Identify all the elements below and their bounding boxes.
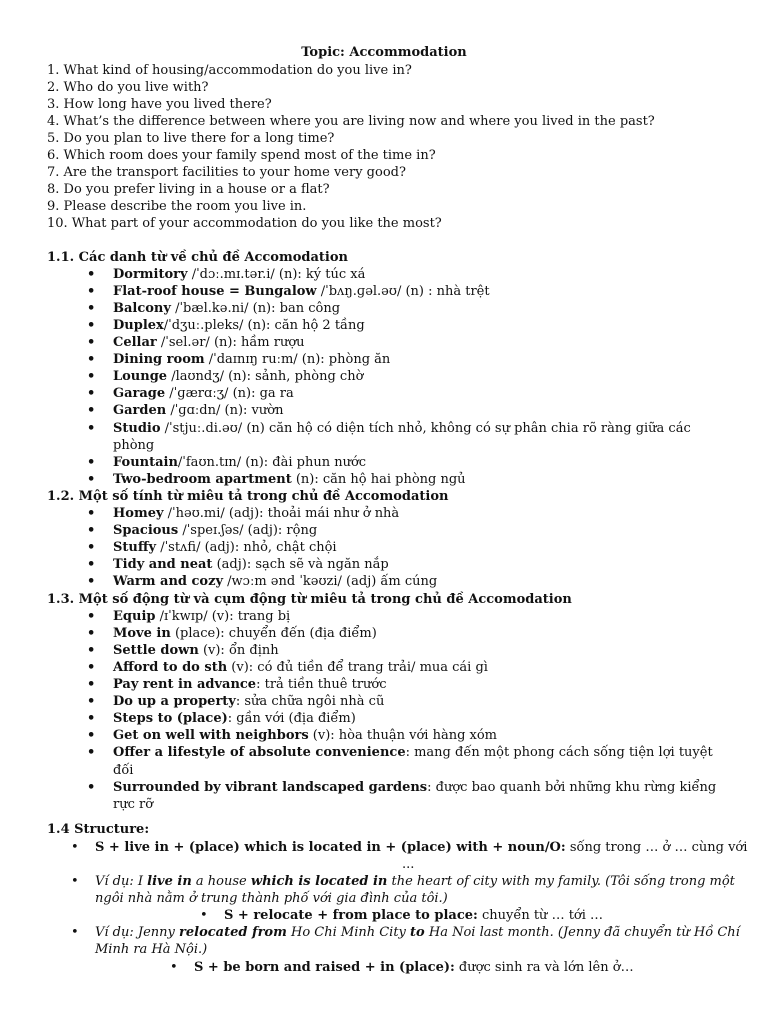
vocab-item-continuation: phòng xyxy=(113,438,155,453)
section-heading-nouns: 1.1. Các danh từ về chủ đề Accomodation xyxy=(47,250,348,265)
section-heading-structure: 1.4 Structure: xyxy=(47,822,150,837)
structure-pattern-continuation: ... xyxy=(402,857,415,872)
document-page: Topic: Accommodation 1. What kind of housing/accommodation do you live in? 2. Who do you live with? 3. How long have you lived there? 4. What’s the difference between where you are living now and where you lived in the past? 5. Do you plan to live there for a long time? 6. Which room does your family spend most of the time in? 7. Are the transport facilities to your home very good? 8. Do you prefer living in a house or a flat? 9. Please describe the room you live in. 10. What part of your accommodation do you like the most? 1.1. Các danh từ về chủ đề Accomodation Dormitory /ˈdɔː.mɪ.tər.i/ (n): ký túc xá Flat-roof house = Bungalow /ˈbʌŋ.ɡəl.əʊ/ (n) : nhà trệt Balcony /ˈbæl.kə.ni/ (n): ban công Duplex/ˈdʒuː.pleks/ (n): căn hộ 2 tầng Cellar /ˈsel.ər/ (n): hầm rượu Dining room /ˈdaɪnɪŋ ruːm/ (n): phòng ăn Lounge /laʊndʒ/ (n): sảnh, phòng chờ Garage /ˈɡærɑːʒ/ (n): ga ra Garden /ˈɡɑːdn/ (n): vườn Studio /ˈstjuː.di.əʊ/ (n) căn hộ có diện tích nhỏ, không có sự phân chia rõ ràng giữa các phòng Fountain/ˈfaʊn.tɪn/ (n): đài phun nước Two-bedroom apartment (n): căn hộ hai phòng ngủ 1.2. Một số tính từ miêu tả trong chủ đề Accomodation Homey /ˈhəʊ.mi/ (adj): thoải mái như ở nhà Spacious /ˈspeɪ.ʃəs/ (adj): rộng Stuffy /ˈstʌfi/ (adj): nhỏ, chật chội Tidy and neat (adj): sạch sẽ và ngăn nắp Warm and cozy /wɔːm ənd ˈkəʊzi/ (adj) ấm cúng 1.3. Một số động từ và cụm động từ miêu tả trong chủ đề Accomodation Equip /ɪˈkwɪp/ (v): trang bị Move in (place): chuyển đến (địa điểm) Settle down (v): ổn định Afford to do sth (v): có đủ tiền để trang trải/ mua cái gì Pay rent in advance: trả tiền thuê trước Do up a property: sửa chữa ngôi nhà cũ Steps to (place): gần với (địa điểm) Get on well with neighbors (v): hòa thuận với hàng xóm Offer a lifestyle of absolute convenience: mang đến một phong cách sống tiện lợi tuyệt đối Surrounded by vibrant landscaped gardens: được bao quanh bởi những khu rừng kiểng rực rỡ 1.4 Structure: • S + live in + (place) which is located in + (place) with + noun/O: sống trong … ở … cùng với ... • Ví dụ: I live in a house which is located in the heart of city with my family. (Tôi sống trong một ngôi nhà nằm ở trung thành phố với gia đình của tôi.) • S + relocate + from place to place: chuyển từ … tới … • Ví dụ: Jenny relocated from Ho Chi Minh City to Ha Noi last month. (Jenny đã chuyển từ Hồ Chí Minh ra Hà Nội.) • S + be born and raised + in (place): được sinh ra và lớn lên ở… xyxy=(0,0,768,1024)
vocab-item-continuation: đối xyxy=(113,763,134,778)
question: 4. What’s the difference between where you are living now and where you lived in the past? xyxy=(47,114,655,129)
vocab-item-continuation: rực rỡ xyxy=(113,797,154,812)
question: 1. What kind of housing/accommodation do you live in? xyxy=(47,63,412,78)
section-heading-adjectives: 1.2. Một số tính từ miêu tả trong chủ đề Accomodation xyxy=(47,489,449,504)
page-title: Topic: Accommodation xyxy=(301,45,467,60)
section-heading-verbs: 1.3. Một số động từ và cụm động từ miêu tả trong chủ đề Accomodation xyxy=(47,592,572,607)
example-sentence: • Ví dụ: I live in a house which is located in the heart of city with my family. (Tôi sống trong một xyxy=(95,873,735,890)
structure-pattern: • S + relocate + from place to place: chuyển từ … tới … xyxy=(224,907,603,924)
question: 7. Are the transport facilities to your home very good? xyxy=(47,165,406,180)
question: 5. Do you plan to live there for a long time? xyxy=(47,131,335,146)
question: 6. Which room does your family spend most of the time in? xyxy=(47,148,436,163)
example-sentence-continuation: ngôi nhà nằm ở trung thành phố với gia đình của tôi.) xyxy=(95,891,448,906)
example-sentence: • Ví dụ: Jenny relocated from Ho Chi Minh City to Ha Noi last month. (Jenny đã chuyển từ Hồ Chí xyxy=(95,924,740,941)
structure-pattern: • S + be born and raised + in (place): được sinh ra và lớn lên ở… xyxy=(194,959,634,976)
question: 3. How long have you lived there? xyxy=(47,97,272,112)
question: 8. Do you prefer living in a house or a flat? xyxy=(47,182,330,197)
question: 2. Who do you live with? xyxy=(47,80,209,95)
question: 9. Please describe the room you live in. xyxy=(47,199,307,214)
example-sentence-continuation: Minh ra Hà Nội.) xyxy=(95,942,208,957)
structure-pattern: • S + live in + (place) which is located in + (place) with + noun/O: sống trong … ở … cùng với xyxy=(95,839,747,856)
question: 10. What part of your accommodation do you like the most? xyxy=(47,216,442,231)
